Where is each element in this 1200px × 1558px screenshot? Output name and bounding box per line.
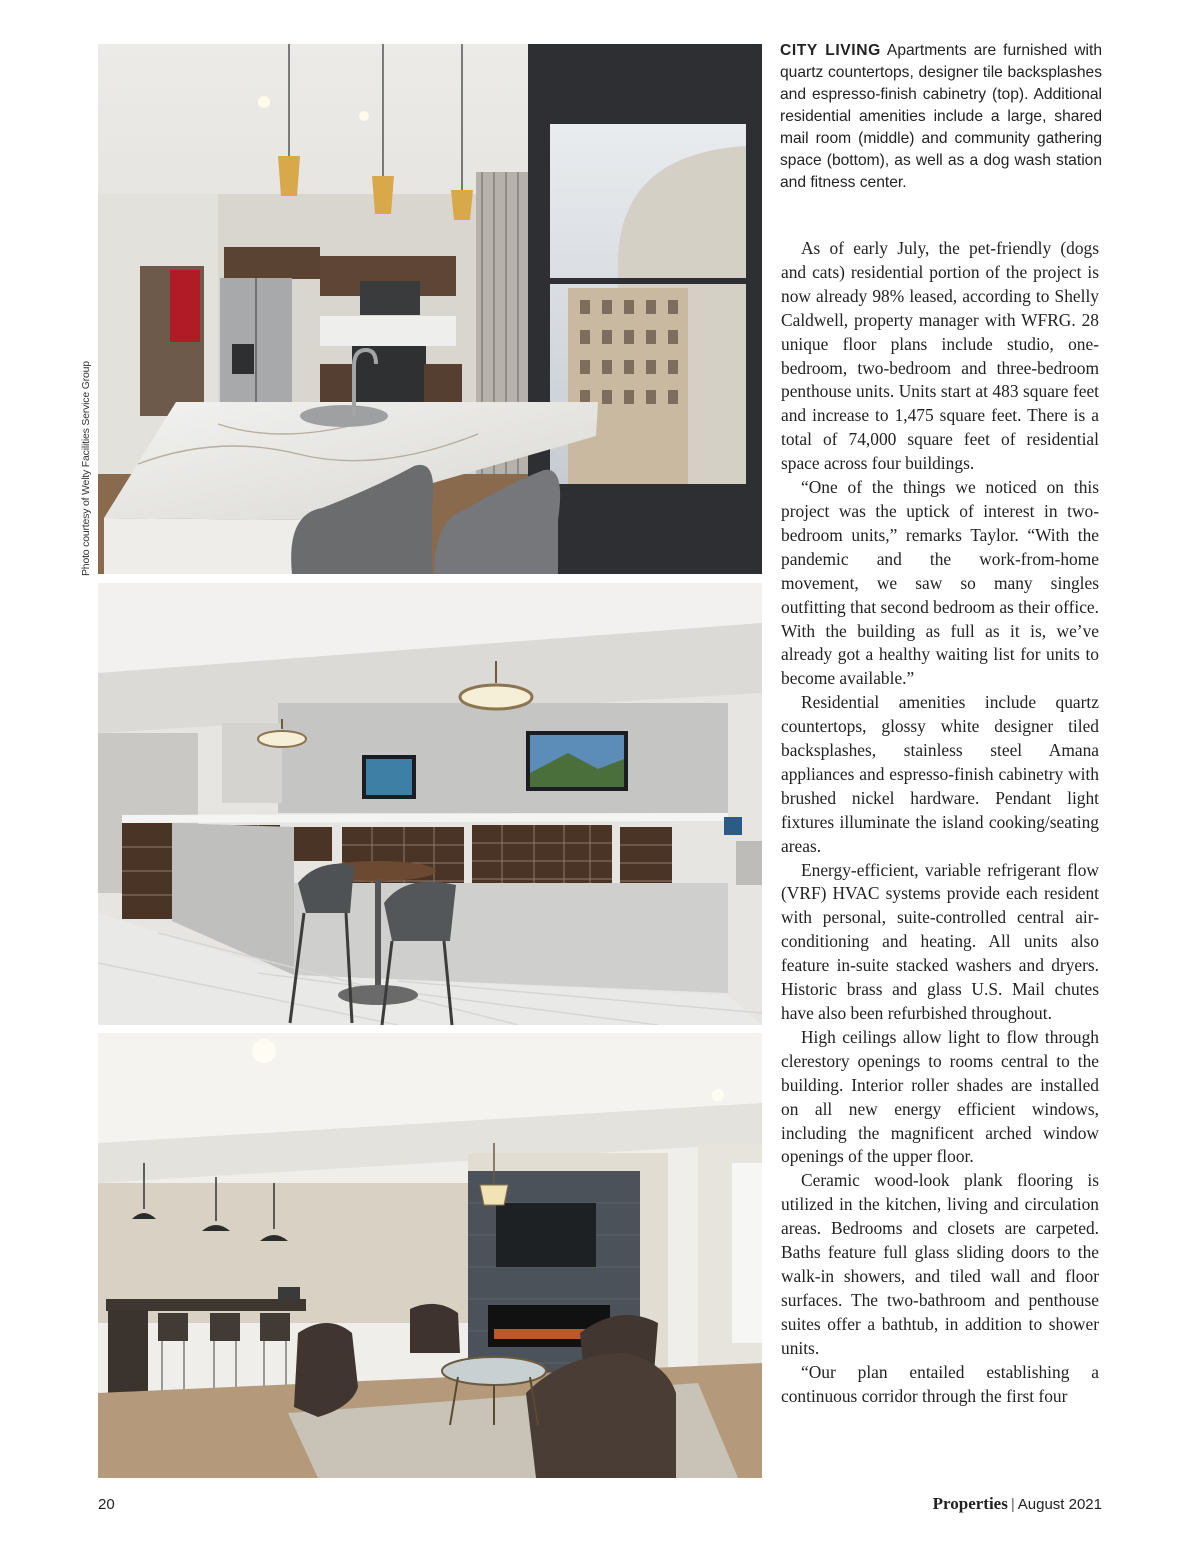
article-paragraph: “One of the things we noticed on this project was the uptick of interest in two-bedroom units,” remarks Taylor. “With the pandemic and the work-from-home movement, we saw so many singles outfitting that second bedroom as their office. With the building as full as it is, we’ve already got a healthy waiting list for units to become available.” [781, 477, 1099, 689]
photo-credit: Photo courtesy of Welty Facilities Service Group [80, 361, 92, 576]
mail-room-photo [98, 583, 762, 1025]
page-number: 20 [98, 1496, 115, 1513]
article-paragraph: Ceramic wood-look plank flooring is utilized in the kitchen, living and circulation areas. Bedrooms and closets are carpeted. Baths feature full glass sliding doors to the walk-in showers, and tiled wall and floor surfaces. The two-bathroom and penthouse suites offer a bathtub, in addition to shower units. [781, 1170, 1099, 1358]
article-paragraph: Energy-efficient, variable refrigerant flow (VRF) HVAC systems provide each resident with personal, suite-controlled central air-conditioning and heating. All units also feature in-suite stacked washers and dryers. Historic brass and glass U.S. Mail chutes have also been refurbished throughout. [781, 859, 1099, 1023]
footer-separator: | [1010, 1496, 1015, 1513]
article-paragraph: Residential amenities include quartz countertops, glossy white designer tiled backsplashes, stainless steel Amana appliances and espresso-finish cabinetry with brushed nickel hardware. Pendant light fixtures illuminate the island cooking/seating areas. [781, 692, 1099, 856]
article-paragraph: As of early July, the pet-friendly (dogs and cats) residential portion of the project is now already 98% leased, according to Shelly Caldwell, property manager with WFRG. 28 unique floor plans include studio, one-bedroom, two-bedroom and three-bedroom penthouse units. Units start at 483 square feet and increase to 1,475 square feet. There is a total of 74,000 square feet of residential space across four buildings. [781, 238, 1099, 474]
photo-caption [780, 40, 1102, 194]
issue-date: August 2021 [1017, 1496, 1102, 1513]
lounge-photo [98, 1033, 762, 1478]
article-paragraph: High ceilings allow light to flow through clerestory openings to rooms central to the building. Interior roller shades are installed on all new energy efficient windows, including the magnificent arched window openings of the upper floor. [781, 1026, 1099, 1167]
magazine-name: Properties [932, 1494, 1008, 1513]
caption-text: Apartments are furnished with quartz countertops, designer tile backsplashes and espresso-finish cabinetry (top). Additional residential amenities include a large, shared mail room (middle) and community gathering space (bottom), as well as a dog wash station and fitness center. [780, 42, 1102, 191]
caption-lead: CITY LIVING [780, 42, 881, 59]
running-footer [933, 1494, 1102, 1514]
article-paragraph: “Our plan entailed establishing a continuous corridor through the first four [781, 1361, 1099, 1406]
article-body [781, 237, 1099, 1408]
kitchen-photo [98, 44, 762, 574]
